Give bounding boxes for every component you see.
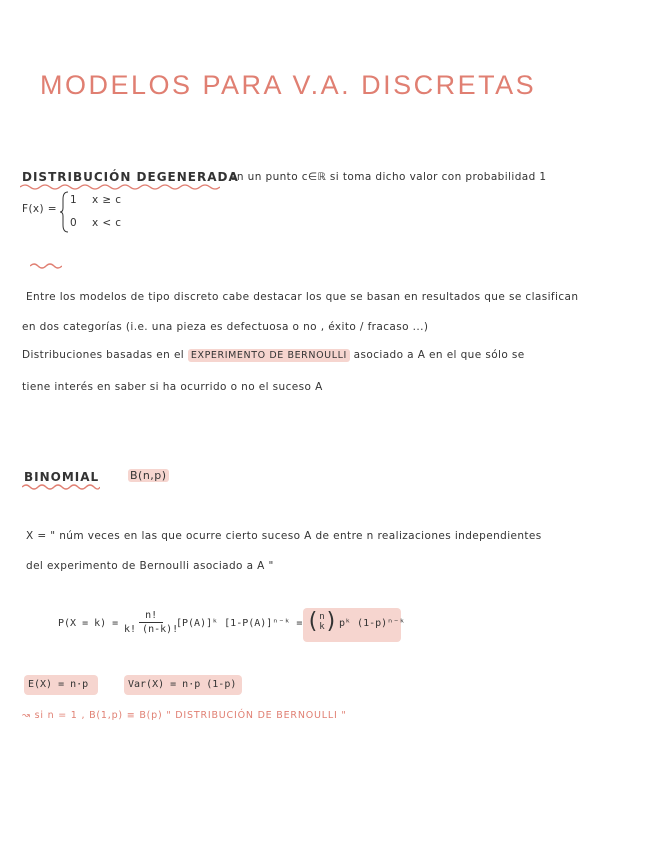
binom-bottom: k [319,621,325,632]
binomial-notation: B(n,p) [130,469,167,482]
intro-line-3-pre: Distribuciones basadas en el [22,349,185,361]
variance: Var(X) = n·p (1-p) [128,679,237,690]
case2-value: 0 [70,217,78,229]
f-label: F(x) = [22,203,57,215]
bernoulli-highlight: EXPERIMENTO DE BERNOULLI [188,349,350,362]
piecewise-brace [60,191,70,233]
decorative-squiggle [30,262,62,270]
expectation: E(X) = n·p [28,679,89,690]
binom-top: n [319,611,325,622]
degenerada-underline [20,183,220,191]
binomial-underline [22,483,100,491]
pmf-lhs: P(X = k) = [58,618,119,629]
intro-line-4: tiene interés en saber si ha ocurrido o no el suceso A [22,381,323,393]
pmf-rhs: pᵏ (1-p)ⁿ⁻ᵏ [339,618,406,629]
degenerada-text: en un punto c∈ℝ si toma dicho valor con probabilidad 1 [230,171,547,183]
pmf-fraction [120,610,182,635]
intro-line-3-post: asociado a A en el que sólo se [353,349,525,361]
case1-value: 1 [70,194,78,206]
binomial-def-2: del experimento de Bernoulli asociado a A " [26,560,274,572]
binomial-def-1: X = " núm veces en las que ocurre cierto suceso A de entre n realizaciones independientes [26,530,542,542]
intro-line-1: Entre los modelos de tipo discreto cabe destacar los que se basan en resultados que se clasifican [26,291,579,303]
case1-condition: x ≥ c [92,194,122,206]
fraction-numerator: n! [139,610,163,623]
bernoulli-note: ↝ si n = 1 , B(1,p) ≡ B(p) " DISTRIBUCIÓN DE BERNOULLI " [22,710,347,721]
binomial-heading: BINOMIAL [24,470,100,484]
degenerada-heading: DISTRIBUCIÓN DEGENERADA [22,170,239,184]
case2-condition: x < c [92,217,122,229]
pmf-mid: [P(A)]ᵏ [1-P(A)]ⁿ⁻ᵏ = [176,618,303,629]
intro-line-2: en dos categorías (i.e. una pieza es defectuosa o no , éxito / fracaso ...) [22,321,429,333]
fraction-denominator: k! (n-k)! [124,624,179,635]
binomial-coefficient: ( n k ) [306,609,338,634]
page-title: MODELOS PARA V.A. DISCRETAS [40,70,537,100]
intro-line-3 [22,349,525,361]
